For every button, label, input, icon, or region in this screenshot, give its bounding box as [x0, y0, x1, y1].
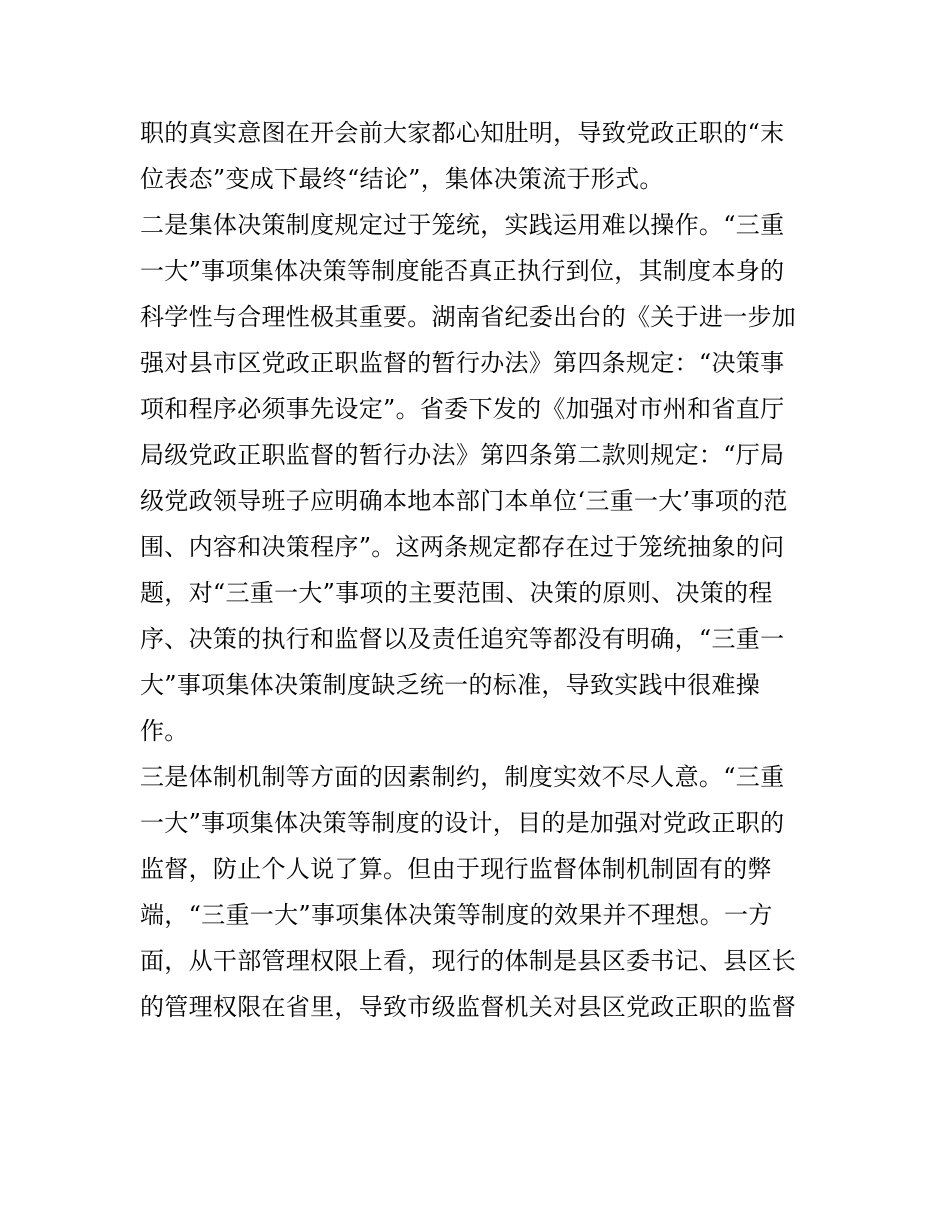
text-line: 三是体制机制等方面的因素制约，制度实效不尽人意。“三重	[140, 763, 785, 791]
text-line: 面，从干部管理权限上看，现行的体制是县区委书记、县区长	[140, 947, 797, 975]
text-line: 级党政领导班子应明确本地本部门本单位‘三重一大’事项的范	[140, 487, 788, 515]
text-line: 的管理权限在省里，导致市级监督机关对县区党政正职的监督	[140, 993, 797, 1021]
text-line: 位表态”变成下最终“结论”，集体决策流于形式。	[140, 165, 664, 193]
text-line: 科学性与合理性极其重要。湖南省纪委出台的《关于进一步加	[140, 303, 797, 331]
text-line: 一大”事项集体决策等制度的设计，目的是加强对党政正职的	[140, 809, 785, 837]
text-line: 围、内容和决策程序”。这两条规定都存在过于笼统抽象的问	[140, 533, 785, 561]
text-line: 监督，防止个人说了算。但由于现行监督体制机制固有的弊	[140, 855, 772, 883]
text-line: 强对县市区党政正职监督的暂行办法》第四条规定：“决策事	[140, 349, 785, 377]
text-line: 二是集体决策制度规定过于笼统，实践运用难以操作。“三重	[140, 211, 785, 239]
text-line: 项和程序必须事先设定”。省委下发的《加强对市州和省直厅	[140, 395, 785, 423]
text-line: 端，“三重一大”事项集体决策等制度的效果并不理想。一方	[140, 901, 773, 929]
text-line: 序、决策的执行和监督以及责任追究等都没有明确，“三重一	[140, 625, 785, 653]
text-line: 一大”事项集体决策等制度能否真正执行到位，其制度本身的	[140, 257, 785, 285]
text-line: 职的真实意图在开会前大家都心知肚明，导致党政正职的“末	[140, 119, 785, 147]
text-line: 作。	[140, 717, 189, 745]
text-line: 题，对“三重一大”事项的主要范围、决策的原则、决策的程	[140, 579, 773, 607]
text-line: 局级党政正职监督的暂行办法》第四条第二款则规定：“厅局	[140, 441, 785, 469]
text-line: 大”事项集体决策制度缺乏统一的标准，导致实践中很难操	[140, 671, 761, 699]
document-body	[140, 110, 820, 1030]
